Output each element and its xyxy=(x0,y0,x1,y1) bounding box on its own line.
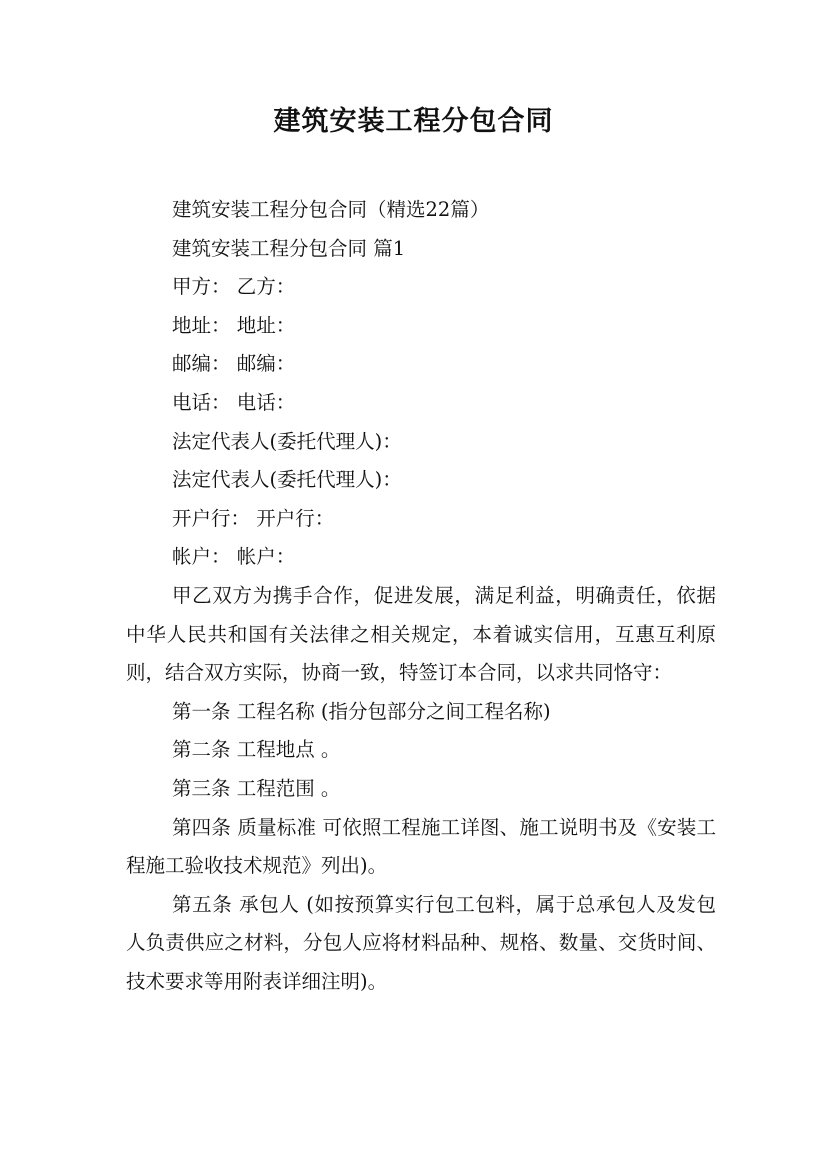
section-heading: 建筑安装工程分包合同 篇1 xyxy=(172,236,406,260)
party-b-representative: 法定代表人(委托代理人)： xyxy=(172,468,402,492)
preamble-paragraph: 甲乙双方为携手合作，促进发展，满足利益，明确责任，依据中华人民共和国有关法律之相关规定，本着诚实信用，互惠互利原则，结合双方实际，协商一致，特签订本合同，以求共同恪守： xyxy=(126,583,716,685)
article-4: 第四条 质量标准 可依照工程施工详图、施工说明书及《安装工程施工验收技术规范》列出)。 xyxy=(126,815,716,878)
document-title: 建筑安装工程分包合同 xyxy=(273,106,554,137)
document-subtitle: 建筑安装工程分包合同（精选22篇） xyxy=(172,198,490,221)
document-body xyxy=(126,191,716,1001)
article-1: 第一条 工程名称 (指分包部分之间工程名称) xyxy=(172,699,551,723)
party-a-representative: 法定代表人(委托代理人)： xyxy=(172,429,402,453)
party-line-name: 甲方： 乙方： xyxy=(172,275,296,299)
party-line-address: 地址： 地址： xyxy=(172,313,296,337)
party-line-phone: 电话： 电话： xyxy=(172,390,296,414)
party-line-postcode: 邮编： 邮编： xyxy=(172,352,296,376)
party-line-account: 帐户： 帐户： xyxy=(172,545,296,569)
article-5: 第五条 承包人 (如按预算实行包工包料，属于总承包人及发包人负责供应之材料，分包人应将材料品种、规格、数量、交货时间、技术要求等用附表详细注明)。 xyxy=(126,892,716,993)
party-line-bank: 开户行： 开户行： xyxy=(172,506,335,530)
article-3: 第三条 工程范围 。 xyxy=(172,776,341,800)
article-2: 第二条 工程地点 。 xyxy=(172,738,341,762)
